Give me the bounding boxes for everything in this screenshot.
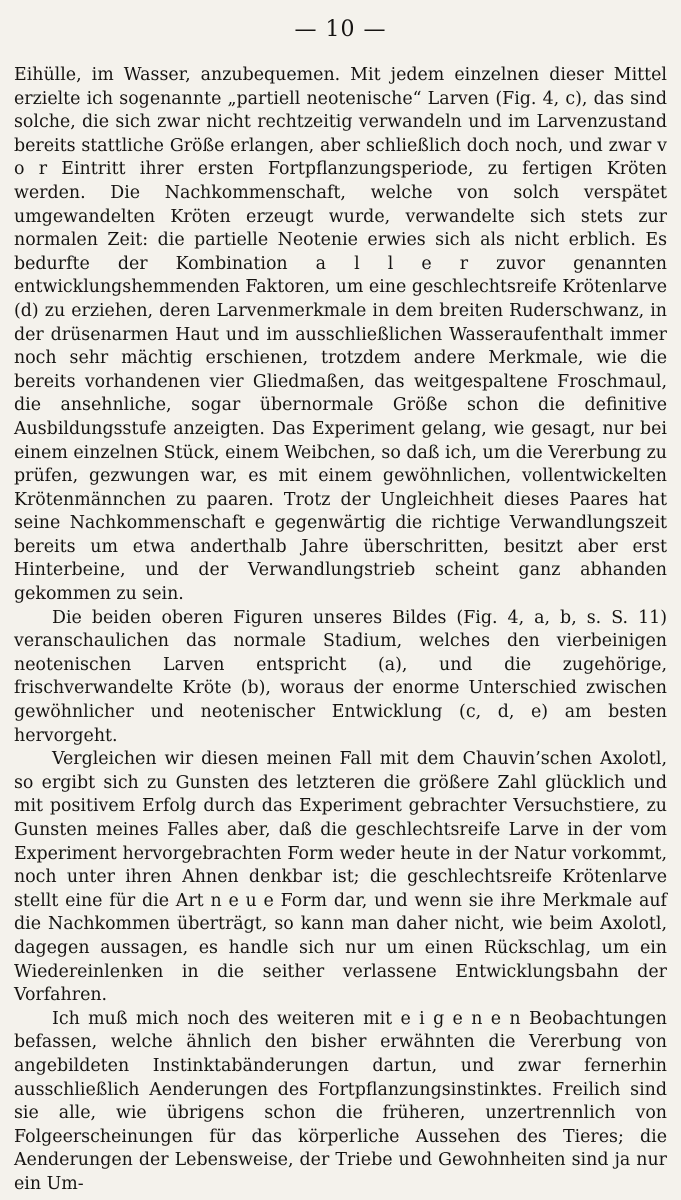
paragraph-1: Eihülle, im Wasser, anzubequemen. Mit jedem einzelnen dieser Mittel erzielte ich sogenannte „partiell neotenische“ Larven (Fig. 4, c), das sind solche, die sich zwar nicht rechtzeitig verwandeln und im Larvenzustand bereits stattliche Größe erlangen, aber schließlich doch noch, und zwar v o r Eintritt ihrer ersten Fortpflanzungsperiode, zu fertigen Kröten werden. Die Nachkommenschaft, welche von solch verspätet umgewandelten Kröten erzeugt wurde, verwandelte sich stets zur normalen Zeit: die partielle Neotenie erwies sich als nicht erblich. Es bedurfte der Kombination a l l e r zuvor genannten entwicklungshemmenden Faktoren, um eine geschlechtsreife Krötenlarve (d) zu erziehen, deren Larvenmerkmale in dem breiten Ruderschwanz, in der drüsenarmen Haut und im ausschließlichen Wasseraufenthalt immer noch sehr mächtig erschienen, trotzdem andere Merkmale, wie die bereits vorhandenen vier Gliedmaßen, das weitgespaltene Froschmaul, die ansehnliche, sogar übernormale Größe schon die definitive Ausbildungsstufe anzeigten. Das Experiment gelang, wie gesagt, nur bei einem einzelnen Stück, einem Weibchen, so daß ich, um die Vererbung zu prüfen, gezwungen war, es mit einem gewöhnlichen, vollentwickelten Krötenmännchen zu paaren. Trotz der Ungleichheit dieses Paares hat seine Nachkommenschaft e gegenwärtig die richtige Verwandlungszeit bereits um etwa anderthalb Jahre überschritten, besitzt aber erst Hinterbeine, und der Verwandlungstrieb scheint ganz abhanden gekommen zu sein.	[14, 65, 667, 605]
page-body-text	[14, 64, 667, 1197]
paragraph-3: Vergleichen wir diesen meinen Fall mit dem Chauvin’schen Axolotl, so ergibt sich zu Gunsten des letzteren die größere Zahl glücklich und mit positivem Erfolg durch das Experiment gebrachter Versuchstiere, zu Gunsten meines Falles aber, daß die geschlechtsreife Larve in der vom Experiment hervorgebrachten Form weder heute in der Natur vorkommt, noch unter ihren Ahnen denkbar ist; die geschlechtsreife Krötenlarve stellt eine für die Art n e u e Form dar, und wenn sie ihre Merkmale auf die Nachkommen überträgt, so kann man daher nicht, wie beim Axolotl, dagegen aussagen, es handle sich nur um einen Rückschlag, um ein Wiedereinlenken in die seither verlassene Entwicklungsbahn der Vorfahren.	[14, 749, 667, 1006]
paragraph-4: Ich muß mich noch des weiteren mit e i g e n e n Beobachtungen befassen, welche ähnlich den bisher erwähnten die Vererbung von angebildeten Instinktabänderungen dartun, und zwar fernerhin ausschließlich Aenderungen des Fortpflanzungsinstinktes. Freilich sind sie alle, wie übrigens schon die früheren, unzertrennlich von Folgeerscheinungen für das körperliche Aussehen des Tieres; die Aenderungen der Lebensweise, der Triebe und Gewohnheiten sind ja nur ein Um-	[14, 1008, 667, 1194]
page-number-header: — 10 —	[294, 17, 387, 42]
paragraph-2: Die beiden oberen Figuren unseres Bildes (Fig. 4, a, b, s. S. 11) veranschaulichen das normale Stadium, welches den vierbeinigen neotenischen Larven entspricht (a), und die zugehörige, frischverwandelte Kröte (b), woraus der enorme Unterschied zwischen gewöhnlicher und neotenischer Entwicklung (c, d, e) am besten hervorgeht.	[14, 607, 667, 746]
